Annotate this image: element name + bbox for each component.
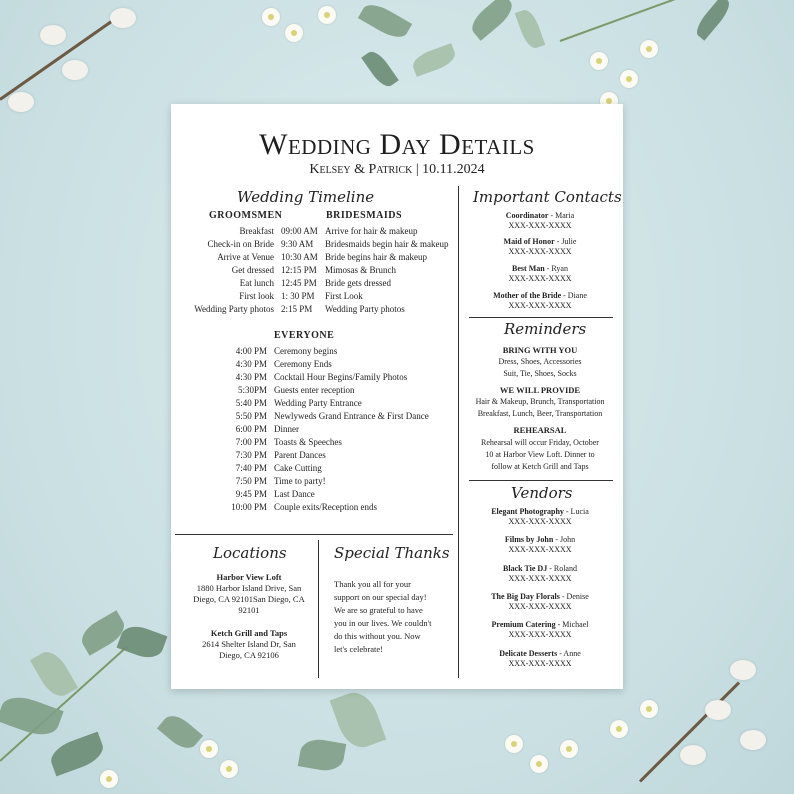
vendor-phone: XXX-XXX-XXXX xyxy=(508,574,572,583)
everyone-time: 6:00 PM xyxy=(235,424,267,434)
vendor-item xyxy=(467,507,613,527)
everyone-time: 5:50 PM xyxy=(235,411,267,421)
party-time: 9:30 AM xyxy=(281,239,314,249)
vendor-item xyxy=(467,592,613,612)
contact-maid-of-honor xyxy=(467,237,613,257)
locations-divider xyxy=(318,540,319,678)
everyone-time: 9:45 PM xyxy=(235,489,267,499)
location-item xyxy=(181,628,317,661)
reminder-body xyxy=(467,437,613,473)
contact-phone: XXX-XXX-XXXX xyxy=(508,301,572,310)
location-name: Ketch Grill and Taps xyxy=(210,628,288,638)
thanks-line: Thank you all for your xyxy=(334,579,411,589)
bridesmaids-event: First Look xyxy=(325,291,363,301)
locations-heading: Locations xyxy=(213,544,287,562)
contact-role: Coordinator xyxy=(505,211,549,220)
vendor-company: Black Tie DJ xyxy=(503,564,548,573)
groomsmen-event: Check-in on Bride xyxy=(207,239,274,249)
timeline-heading: Wedding Timeline xyxy=(237,188,375,206)
everyone-event: Last Dance xyxy=(274,489,315,499)
groomsmen-event: Breakfast xyxy=(239,226,274,236)
vendor-company: The Big Day Florals xyxy=(491,592,560,601)
reminder-title: REHEARSAL xyxy=(513,425,567,435)
reminder-title: WE WILL PROVIDE xyxy=(499,385,581,395)
party-time: 10:30 AM xyxy=(281,252,318,262)
contact-phone: XXX-XXX-XXXX xyxy=(508,247,572,256)
reminder-line: follow at Ketch Grill and Taps xyxy=(491,462,589,471)
location-address-line: 1880 Harbor Island Drive, San xyxy=(196,583,302,593)
vendors-heading: Vendors xyxy=(511,484,573,502)
reminder-title: BRING WITH YOU xyxy=(502,345,578,355)
everyone-event: Ceremony Ends xyxy=(274,359,332,369)
everyone-event: Guests enter reception xyxy=(274,385,355,395)
vendor-phone: XXX-XXX-XXXX xyxy=(508,517,572,526)
reminders-heading: Reminders xyxy=(504,320,587,338)
vendor-item xyxy=(467,564,613,584)
everyone-event: Parent Dances xyxy=(274,450,326,460)
everyone-time: 4:30 PM xyxy=(235,372,267,382)
location-address-line: 2614 Shelter Island Dr, San xyxy=(202,639,296,649)
main-column-divider xyxy=(458,186,459,678)
everyone-time: 4:00 PM xyxy=(235,346,267,356)
contact-phone: XXX-XXX-XXXX xyxy=(508,221,572,230)
contact-mother-of-bride xyxy=(467,291,613,311)
reminder-body xyxy=(467,396,613,420)
location-address-line: Diego, CA 92101San Diego, CA xyxy=(193,594,305,604)
everyone-event: Dinner xyxy=(274,424,299,434)
contact-best-man xyxy=(467,264,613,284)
contact-name: - Diane xyxy=(561,291,587,300)
reminder-body xyxy=(467,356,613,380)
bridesmaids-event: Bride begins hair & makeup xyxy=(325,252,427,262)
everyone-time: 7:30 PM xyxy=(235,450,267,460)
vendor-contact: - Denise xyxy=(559,592,589,601)
vendor-item xyxy=(467,620,613,640)
groomsmen-event: Arrive at Venue xyxy=(217,252,274,262)
page-title: Wedding Day Details xyxy=(259,128,535,161)
vendor-phone: XXX-XXX-XXXX xyxy=(508,630,572,639)
contacts-heading: Important Contacts xyxy=(473,188,622,206)
vendor-company: Premium Catering xyxy=(491,620,556,629)
location-item xyxy=(181,572,317,616)
thanks-line: do this without you. Now xyxy=(334,631,421,641)
vendor-item xyxy=(467,535,613,555)
vendor-contact: - Michael xyxy=(555,620,589,629)
thanks-line: We are so grateful to have xyxy=(334,605,423,615)
vendor-contact: - Roland xyxy=(547,564,577,573)
everyone-event: Cake Cutting xyxy=(274,463,322,473)
vendor-company: Delicate Desserts xyxy=(499,649,558,658)
reminder-line: Hair & Makeup, Brunch, Transportation xyxy=(475,397,605,406)
party-time: 09:00 AM xyxy=(281,226,318,236)
contact-phone: XXX-XXX-XXXX xyxy=(508,274,572,283)
contacts-divider xyxy=(469,317,613,318)
vendor-phone: XXX-XXX-XXXX xyxy=(508,602,572,611)
everyone-time: 7:40 PM xyxy=(235,463,267,473)
bridesmaids-event: Wedding Party photos xyxy=(325,304,405,314)
contact-role: Maid of Honor xyxy=(503,237,555,246)
vendor-phone: XXX-XXX-XXXX xyxy=(508,659,572,668)
everyone-time: 4:30 PM xyxy=(235,359,267,369)
everyone-time: 10:00 PM xyxy=(231,502,267,512)
everyone-event: Toasts & Speeches xyxy=(274,437,342,447)
thanks-line: support on our special day! xyxy=(334,592,427,602)
everyone-time: 7:50 PM xyxy=(235,476,267,486)
bridesmaids-event: Bride gets dressed xyxy=(325,278,391,288)
reminder-line: Rehearsal will occur Friday, October xyxy=(481,438,599,447)
wedding-details-card xyxy=(171,104,623,689)
everyone-event: Wedding Party Entrance xyxy=(274,398,362,408)
reminder-line: Dress, Shoes, Accessories xyxy=(498,357,582,366)
contact-coordinator xyxy=(467,211,613,231)
everyone-event: Ceremony begins xyxy=(274,346,338,356)
contact-role: Mother of the Bride xyxy=(493,291,562,300)
reminder-line: 10 at Harbor View Loft. Dinner to xyxy=(485,450,595,459)
groomsmen-label: GROOMSMEN xyxy=(209,210,283,221)
location-address-line: Diego, CA 92106 xyxy=(219,650,279,660)
groomsmen-event: First look xyxy=(239,291,274,301)
location-address-line: 92101 xyxy=(238,605,260,615)
party-time: 12:45 PM xyxy=(281,278,317,288)
reminder-line: Suit, Tie, Shoes, Socks xyxy=(503,369,577,378)
everyone-time: 7:00 PM xyxy=(235,437,267,447)
everyone-event: Newlyweds Grand Entrance & First Dance xyxy=(274,411,429,421)
thanks-line: you in our lives. We couldn't xyxy=(334,618,432,628)
party-time: 1: 30 PM xyxy=(281,291,315,301)
everyone-time: 5:40 PM xyxy=(235,398,267,408)
bridesmaids-event: Arrive for hair & makeup xyxy=(325,226,418,236)
groomsmen-event: Wedding Party photos xyxy=(194,304,274,314)
everyone-event: Couple exits/Reception ends xyxy=(274,502,377,512)
contact-name: - Julie xyxy=(554,237,577,246)
contact-name: - Ryan xyxy=(544,264,568,273)
vendor-contact: - Lucia xyxy=(563,507,589,516)
everyone-event: Cocktail Hour Begins/Family Photos xyxy=(274,372,408,382)
party-time: 12:15 PM xyxy=(281,265,317,275)
vendor-item xyxy=(467,649,613,669)
thanks-heading: Special Thanks xyxy=(334,544,450,562)
timeline-bottom-divider xyxy=(175,534,453,535)
location-name: Harbor View Loft xyxy=(216,572,282,582)
everyone-label: EVERYONE xyxy=(274,330,335,341)
groomsmen-event: Get dressed xyxy=(231,265,274,275)
bridesmaids-label: BRIDESMAIDS xyxy=(326,210,403,221)
vendor-company: Films by John xyxy=(504,535,554,544)
thanks-message xyxy=(334,578,450,656)
contact-name: - Maria xyxy=(548,211,575,220)
bridesmaids-event: Mimosas & Brunch xyxy=(325,265,396,275)
everyone-time: 5:30PM xyxy=(237,385,267,395)
thanks-line: let's celebrate! xyxy=(334,644,383,654)
vendor-company: Elegant Photography xyxy=(491,507,564,516)
vendor-phone: XXX-XXX-XXXX xyxy=(508,545,572,554)
reminders-divider xyxy=(469,480,613,481)
reminder-line: Breakfast, Lunch, Beer, Transportation xyxy=(477,409,603,418)
groomsmen-event: Eat lunch xyxy=(239,278,274,288)
bridesmaids-event: Bridesmaids begin hair & makeup xyxy=(325,239,449,249)
contact-role: Best Man xyxy=(512,264,545,273)
everyone-event: Time to party! xyxy=(274,476,326,486)
party-time: 2:15 PM xyxy=(281,304,313,314)
vendor-contact: - John xyxy=(553,535,576,544)
vendor-contact: - Anne xyxy=(557,649,581,658)
page-subtitle: Kelsey & Patrick | 10.11.2024 xyxy=(309,162,485,177)
